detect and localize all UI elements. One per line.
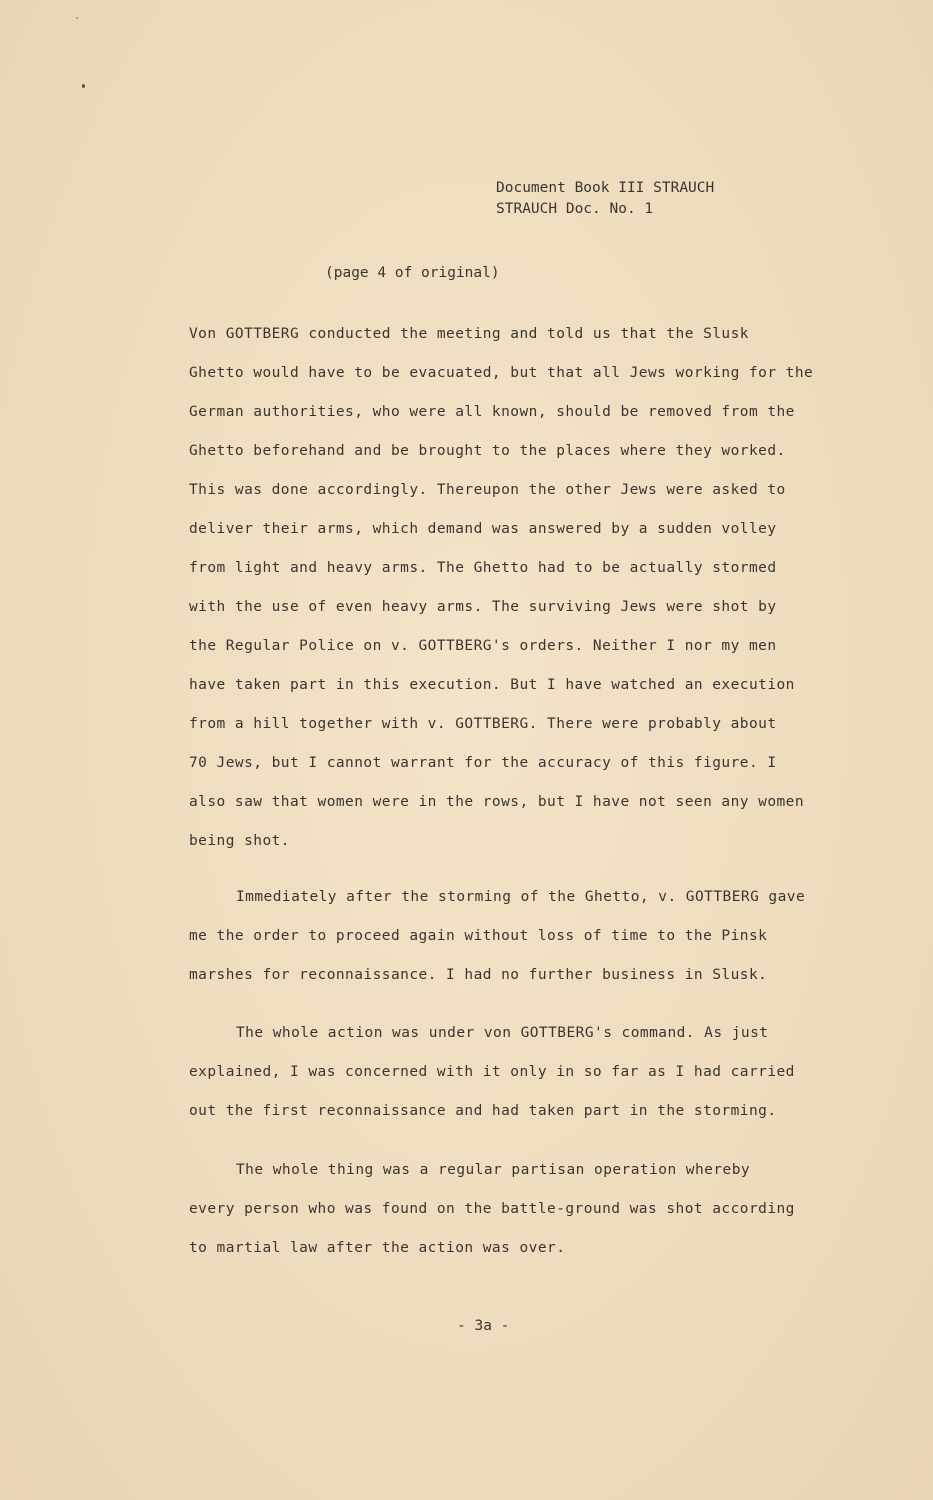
text-line: also saw that women were in the rows, but I have not seen any women	[189, 794, 805, 810]
text-line: being shot.	[189, 833, 290, 849]
text-line: the Regular Police on v. GOTTBERG's orders. Neither I nor my men	[189, 638, 777, 654]
text-line: me the order to proceed again without loss of time to the Pinsk	[189, 928, 768, 944]
text-line: The whole thing was a regular partisan operation whereby	[236, 1162, 751, 1178]
paragraph-4	[189, 1159, 795, 1276]
paper-speck	[82, 84, 85, 88]
page-number: - 3a -	[457, 1318, 510, 1334]
paper-speck	[76, 17, 78, 19]
text-line: marshes for reconnaissance. I had no further business in Slusk.	[189, 967, 768, 983]
text-line: from light and heavy arms. The Ghetto had to be actually stormed	[189, 560, 777, 576]
text-line: German authorities, who were all known, should be removed from the	[189, 404, 795, 420]
paragraph-1	[189, 323, 813, 869]
header-doc-number: STRAUCH Doc. No. 1	[496, 201, 654, 217]
text-line: every person who was found on the battle-ground was shot according	[189, 1201, 795, 1217]
header-book-reference: Document Book III STRAUCH	[496, 180, 715, 196]
document-header	[496, 178, 714, 220]
page-subtitle: (page 4 of original)	[325, 265, 500, 281]
text-line: from a hill together with v. GOTTBERG. There were probably about	[189, 716, 777, 732]
text-line: The whole action was under von GOTTBERG's command. As just	[236, 1025, 769, 1041]
paragraph-3	[189, 1022, 795, 1139]
text-line: Von GOTTBERG conducted the meeting and told us that the Slusk	[189, 326, 749, 342]
text-line: This was done accordingly. Thereupon the other Jews were asked to	[189, 482, 786, 498]
paragraph-2	[189, 886, 805, 1003]
text-line: Immediately after the storming of the Ghetto, v. GOTTBERG gave	[236, 889, 806, 905]
text-line: have taken part in this execution. But I have watched an execution	[189, 677, 795, 693]
text-line: to martial law after the action was over.	[189, 1240, 566, 1256]
text-line: Ghetto would have to be evacuated, but that all Jews working for the	[189, 365, 814, 381]
text-line: explained, I was concerned with it only in so far as I had carried	[189, 1064, 795, 1080]
text-line: with the use of even heavy arms. The surviving Jews were shot by	[189, 599, 777, 615]
text-line: 70 Jews, but I cannot warrant for the accuracy of this figure. I	[189, 755, 777, 771]
text-line: Ghetto beforehand and be brought to the places where they worked.	[189, 443, 786, 459]
text-line: out the first reconnaissance and had taken part in the storming.	[189, 1103, 777, 1119]
text-line: deliver their arms, which demand was answered by a sudden volley	[189, 521, 777, 537]
